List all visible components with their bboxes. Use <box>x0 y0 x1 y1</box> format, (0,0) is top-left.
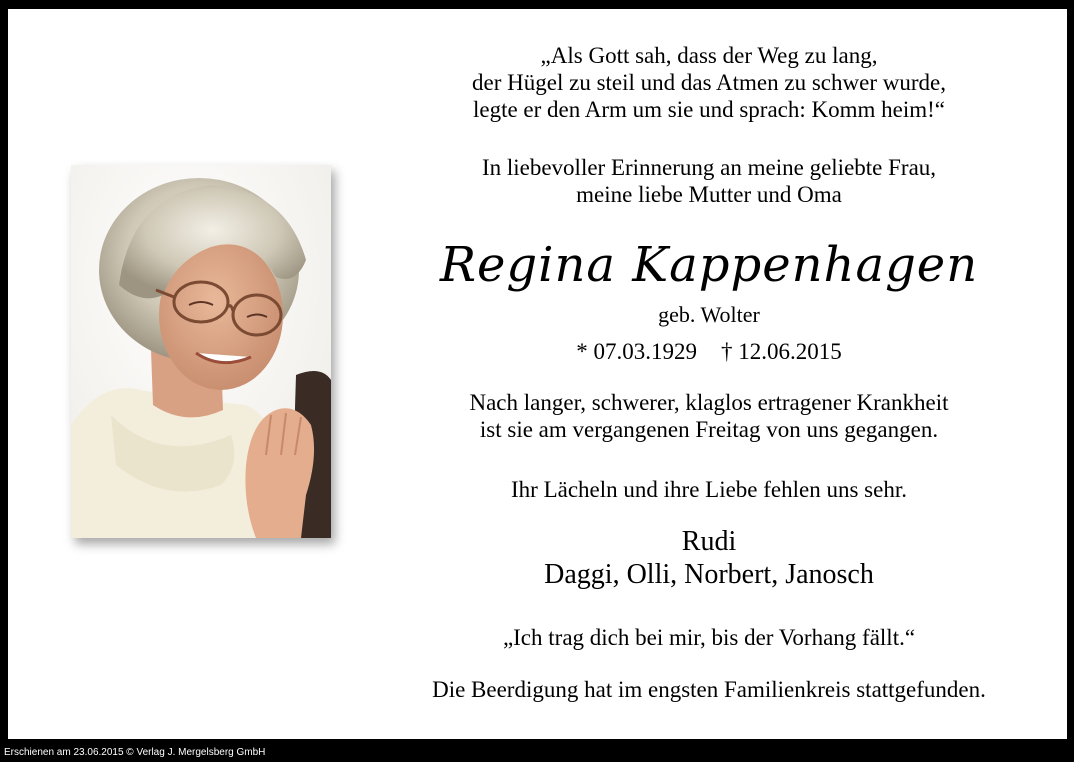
deceased-name: Regina Kappenhagen <box>439 237 979 293</box>
birth-date: * 07.03.1929 <box>576 339 697 364</box>
portrait-photo <box>71 165 331 538</box>
tribute-line: Ihr Lächeln und ihre Liebe fehlen uns sehr. <box>511 477 907 502</box>
quote-bottom: „Ich trag dich bei mir, bis der Vorhang fällt.“ <box>502 625 916 650</box>
funeral-note: Die Beerdigung hat im engsten Familienkreis stattgefunden. <box>432 677 986 702</box>
quote-top-line-3: legte er den Arm um sie und sprach: Komm heim!“ <box>472 97 946 122</box>
life-dates <box>379 338 1039 365</box>
passing-note <box>379 389 1039 443</box>
passing-note-line-1: Nach langer, schwerer, klaglos ertragener Krankheit <box>469 390 949 415</box>
birth-name: geb. Wolter <box>658 302 760 327</box>
passing-note-line-2: ist sie am vergangenen Freitag von uns gegangen. <box>479 417 939 442</box>
memorial-intro-line-1: In liebevoller Erinnerung an meine geliebte Frau, <box>481 155 937 180</box>
quote-top-line-1: „Als Gott sah, dass der Weg zu lang, <box>540 43 878 68</box>
memorial-intro-line-2: meine liebe Mutter und Oma <box>576 182 842 207</box>
memorial-intro <box>379 154 1039 208</box>
mourner-family: Daggi, Olli, Norbert, Janosch <box>544 559 874 590</box>
quote-top <box>379 42 1039 123</box>
death-date: † 12.06.2015 <box>721 339 842 364</box>
obituary-card <box>8 9 1067 739</box>
publication-footer: Erschienen am 23.06.2015 © Verlag J. Mergelsberg GmbH <box>4 747 266 758</box>
quote-top-line-2: der Hügel zu steil und das Atmen zu schwer wurde, <box>472 70 946 95</box>
mourner-primary: Rudi <box>681 526 737 557</box>
